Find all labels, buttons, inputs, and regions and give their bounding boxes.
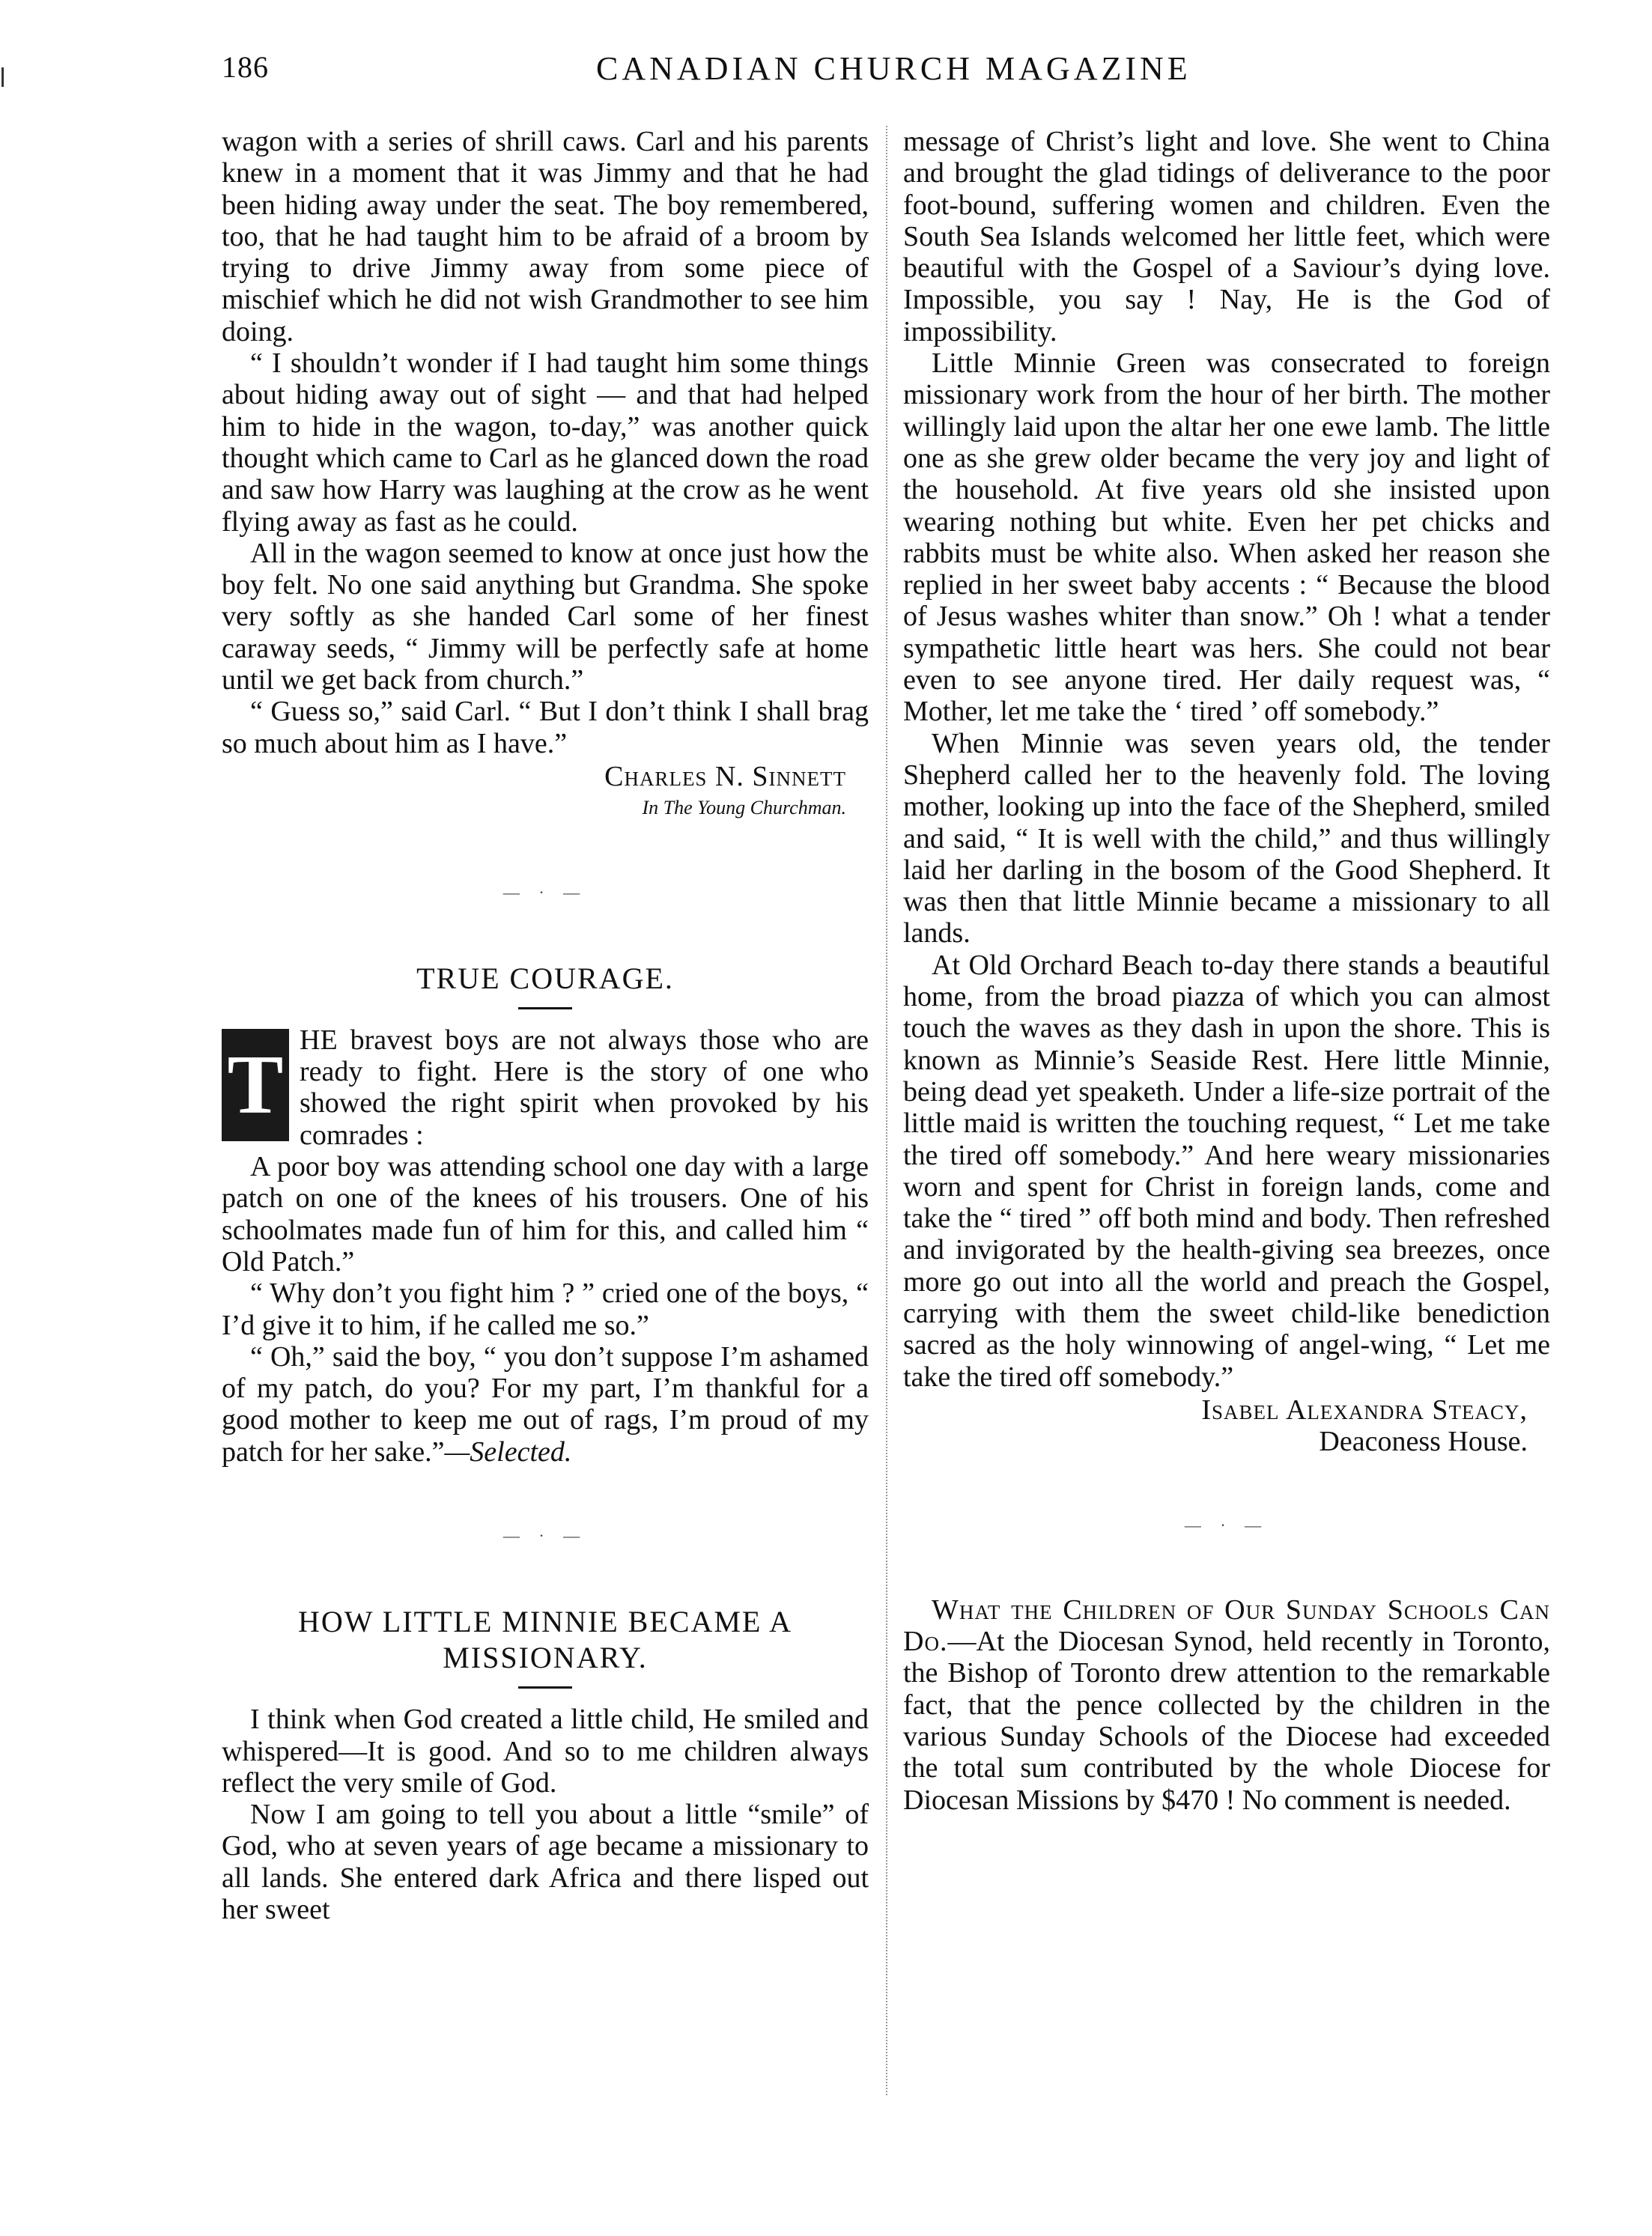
courage-opening-text: HE bravest boys are not always those who are ready to fight. Here is the story of one who showed the right spirit when provoked by his comrades :: [300, 1024, 869, 1151]
sunday-schools-text: —At the Diocesan Synod, held recently in Toronto, the Bishop of Toronto drew attention to the remarkable fact, that the pence collected by the children in the various Sunday Schools of the Diocese had exceeded the total sum contributed by the whole Diocese for Diocesan Missions by $470 ! No comment is needed.: [903, 1626, 1550, 1816]
drop-cap: T: [222, 1029, 289, 1141]
sunday-schools-paragraph: [903, 1594, 1550, 1816]
courage-paragraph: “ Why don’t you fight him ? ” cried one of the boys, “ I’d give it to him, if he called me so.”: [222, 1278, 869, 1341]
margin-mark: [1, 67, 11, 87]
magazine-title: CANADIAN CHURCH MAGAZINE: [596, 50, 1191, 87]
section-separator: — · —: [502, 1525, 588, 1545]
minnie-paragraph: Now I am going to tell you about a little “smile” of God, who at seven years of age became a missionary to all lands. She entered dark Africa and there lisped out her sweet: [222, 1799, 869, 1926]
minnie-paragraph: Little Minnie Green was consecrated to foreign missionary work from the hour of her birth. The mother willingly laid upon the altar her one ewe lamb. The little one as she grew older became the very joy and light of the household. At five years old she insisted upon wearing nothing but white. Even her pet chicks and rabbits must be white also. When asked her reason she replied in her sweet baby accents : “ Because the blood of Jesus washes whiter than snow.” Oh ! what a tender sympathetic little heart was hers. She could not bear even to see anyone tired. Her daily request was, “ Mother, let me take the ‘ tired ’ off somebody.”: [903, 347, 1550, 728]
title-rule: [518, 1686, 572, 1689]
section-separator: — · —: [1184, 1516, 1269, 1535]
courage-source: —Selected.: [444, 1436, 572, 1468]
true-courage-title: TRUE COURAGE.: [416, 961, 674, 995]
minnie-paragraph: message of Christ’s light and love. She went to China and brought the glad tidings of deliverance to the poor foot-bound, suffering women and children. Even the South Sea Islands welcomed her little feet, which were beautiful with the Gospel of a Saviour’s dying love. Impossible, you say ! Nay, He is the God of impossibility.: [903, 126, 1550, 347]
page-header: [222, 49, 1570, 102]
minnie-author-place: Deaconess House.: [1319, 1426, 1528, 1458]
courage-paragraph: [222, 1024, 869, 1151]
minnie-paragraph: I think when God created a little child, He smiled and whispered—It is good. And so to me children always reflect the very smile of God.: [222, 1704, 869, 1799]
courage-closing-text: “ Oh,” said the boy, “ you don’t suppose I’m ashamed of my patch, do you? For my part, I’m thankful for a good mother to keep me out of rags, I’m proud of my patch for her sake.”: [222, 1340, 869, 1468]
story-paragraph: “ I shouldn’t wonder if I had taught him some things about hiding away out of sight — and that had helped him to hide in the wagon, to-day,” was another quick thought which came to Carl as he glanced down the road and saw how Harry was laughing at the crow as he went flying away as fast as he could.: [222, 347, 869, 538]
courage-paragraph: [222, 1341, 869, 1468]
minnie-paragraph: When Minnie was seven years old, the tender Shepherd called her to the heavenly fold. The loving mother, looking up into the face of the Shepherd, smiled and said, “ It is well with the child,” and thus willingly laid her darling in the bosom of the Good Shepherd. It was then that little Minnie became a missionary to all lands.: [903, 727, 1550, 950]
courage-paragraph: A poor boy was attending school one day with a large patch on one of the knees of his trousers. One of his schoolmates made fun of him for this, and called him “ Old Patch.”: [222, 1151, 869, 1278]
left-column: [222, 126, 869, 1925]
minnie-title: HOW LITTLE MINNIE BECAME A MISSIONARY.: [297, 1605, 793, 1675]
title-rule: [518, 1007, 572, 1009]
column-divider: [886, 126, 887, 2095]
section-separator: — · —: [502, 882, 588, 902]
minnie-author: Isabel Alexandra Steacy,: [1201, 1394, 1528, 1426]
story-paragraph: All in the wagon seemed to know at once just how the boy felt. No one said anything but Grandma. She spoke very softly as she handed Carl some of her finest caraway seeds, “ Jimmy will be perfectly safe at home until we get back from church.”: [222, 537, 869, 696]
story-source: In The Young Churchman.: [642, 797, 846, 819]
sunday-schools-lead: What the Children of Our Sunday Schools Can Do.: [903, 1594, 1550, 1658]
story-paragraph: wagon with a series of shrill caws. Carl and his parents knew in a moment that it was Jimmy and that he had been hiding away under the seat. The boy remembered, too, that he had taught him to be afraid of a broom by trying to drive Jimmy away from some piece of mischief which he did not wish Grandmother to see him doing.: [222, 126, 869, 347]
right-column: [903, 126, 1550, 1816]
story-author: Charles N. Sinnett: [604, 760, 846, 792]
story-paragraph: “ Guess so,” said Carl. “ But I don’t think I shall brag so much about him as I have.”: [222, 696, 869, 759]
page-number: 186: [222, 50, 269, 84]
minnie-paragraph: At Old Orchard Beach to-day there stands a beautiful home, from the broad piazza of which you can almost touch the waves as they dash in upon the shore. This is known as Minnie’s Seaside Rest. Here little Minnie, being dead yet speaketh. Under a life-size portrait of the little maid is written the touching request, “ Let me take the tired off somebody.” And here weary missionaries worn and spent for Christ in foreign lands, come and take the “ tired ” off both mind and body. Then refreshed and invigorated by the health-giving sea breezes, once more go out into all the world and preach the Gospel, carrying with them the sweet child-like benediction sacred as the holy winnowing of angel-wing, “ Let me take the tired off somebody.”: [903, 949, 1550, 1393]
